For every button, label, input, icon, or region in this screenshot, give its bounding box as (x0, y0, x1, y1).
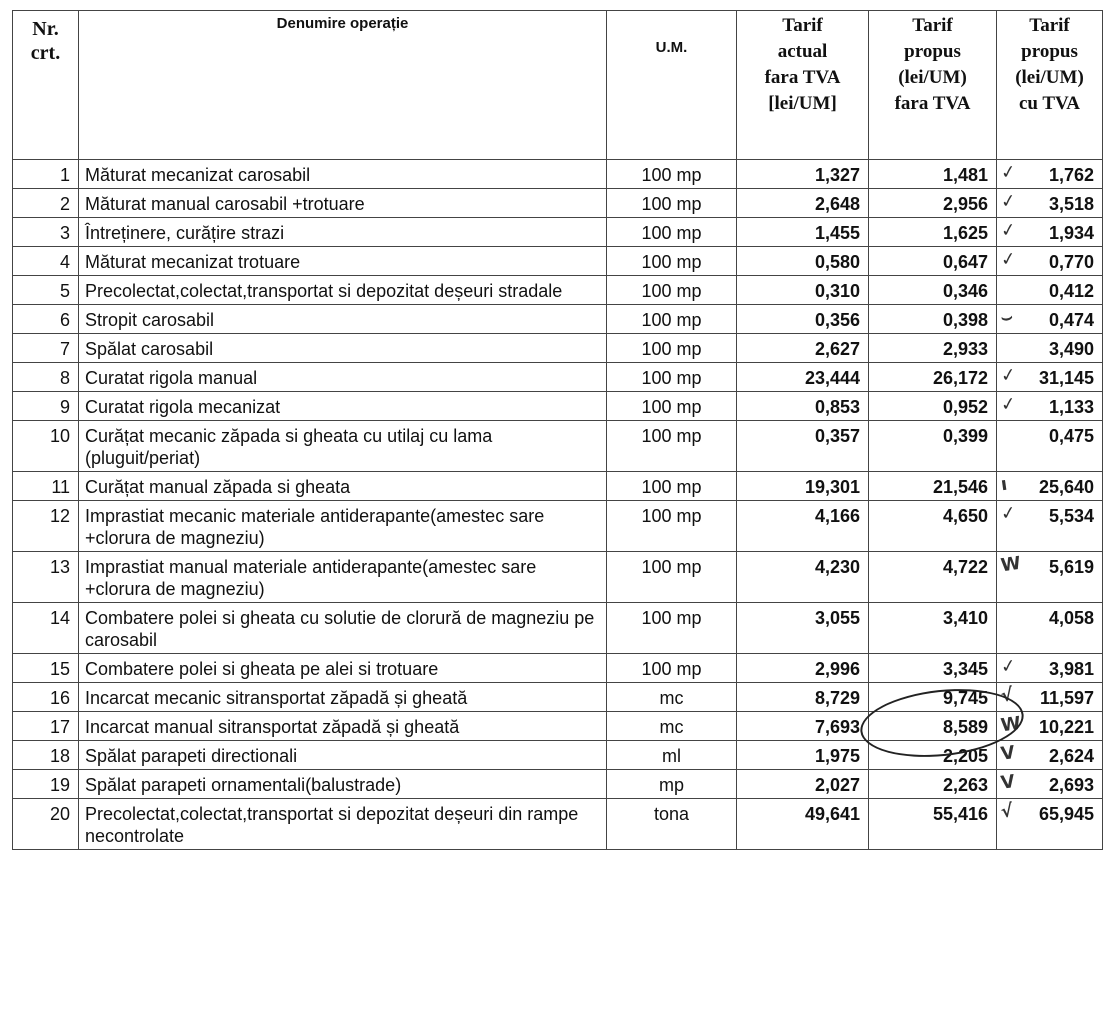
row-nr-text: 3 (59, 223, 70, 243)
row-operation-name (79, 334, 607, 363)
row-tarif-propus (869, 247, 997, 276)
row-tarif-actual-text: 0,357 (814, 426, 860, 446)
row-tarif-propus-tva (997, 247, 1103, 276)
row-tarif-propus (869, 160, 997, 189)
row-operation-name (79, 770, 607, 799)
row-operation-name (79, 683, 607, 712)
row-tarif-propus-tva (997, 552, 1103, 603)
row-unit-text: 100 mp (641, 252, 702, 272)
row-tarif-propus-tva (997, 276, 1103, 305)
row-nr (13, 421, 79, 472)
row-nr (13, 276, 79, 305)
row-tarif-actual (737, 501, 869, 552)
row-operation-name-text: Curățat manual zăpada si gheata (85, 477, 351, 497)
row-tarif-propus-tva-text: 5,534 (1048, 506, 1094, 526)
row-unit-text: 100 mp (641, 608, 702, 628)
row-unit-text: 100 mp (641, 397, 702, 417)
row-tarif-actual-text: 2,996 (814, 659, 860, 679)
row-tarif-propus (869, 603, 997, 654)
row-unit-text: 100 mp (641, 339, 702, 359)
handwritten-check-icon: √ (999, 800, 1015, 823)
row-operation-name-text: Măturat manual carosabil +trotuare (85, 194, 365, 214)
row-tarif-propus-tva (997, 160, 1103, 189)
row-tarif-propus-text: 2,263 (942, 775, 988, 795)
header-row (13, 11, 1103, 160)
row-nr-text: 11 (51, 477, 70, 497)
row-unit (607, 501, 737, 552)
row-nr-text: 19 (49, 775, 70, 795)
row-tarif-actual (737, 392, 869, 421)
row-tarif-propus (869, 654, 997, 683)
row-tarif-actual (737, 305, 869, 334)
row-nr-text: 16 (49, 688, 70, 708)
row-tarif-propus-tva (997, 392, 1103, 421)
row-unit (607, 654, 737, 683)
row-tarif-actual-text: 3,055 (814, 608, 860, 628)
row-tarif-propus-tva-text: 65,945 (1038, 804, 1094, 824)
row-unit (607, 799, 737, 850)
row-tarif-actual-text: 1,327 (814, 165, 860, 185)
row-nr-text: 7 (59, 339, 70, 359)
row-unit-text: 100 mp (641, 194, 702, 214)
row-operation-name (79, 654, 607, 683)
row-nr (13, 160, 79, 189)
row-tarif-propus-text: 2,956 (942, 194, 988, 214)
row-tarif-actual-text: 4,166 (814, 506, 860, 526)
row-nr (13, 189, 79, 218)
row-tarif-propus (869, 770, 997, 799)
header-tarif-propus-tva: Tarif propus (lei/UM) cu TVA (997, 11, 1103, 160)
table-row (13, 421, 1103, 472)
table-row (13, 218, 1103, 247)
header-tarif-propus: Tarif propus (lei/UM) fara TVA (869, 11, 997, 160)
row-operation-name (79, 247, 607, 276)
row-tarif-actual (737, 247, 869, 276)
row-tarif-actual (737, 741, 869, 770)
row-unit-text: ml (662, 746, 681, 766)
header-um: U.M. (607, 11, 737, 160)
row-tarif-propus-tva (997, 421, 1103, 472)
row-operation-name (79, 363, 607, 392)
row-tarif-actual-text: 1,455 (814, 223, 860, 243)
row-unit (607, 218, 737, 247)
table-row (13, 552, 1103, 603)
row-tarif-propus-tva (997, 501, 1103, 552)
row-tarif-propus-text: 8,589 (942, 717, 988, 737)
row-tarif-propus (869, 552, 997, 603)
row-nr-text: 13 (49, 557, 70, 577)
row-unit-text: 100 mp (641, 165, 702, 185)
row-nr-text: 17 (49, 717, 70, 737)
row-operation-name-text: Incarcat mecanic sitransportat zăpadă și gheată (85, 688, 468, 708)
row-tarif-propus-tva-text: 31,145 (1038, 368, 1094, 388)
row-operation-name-text: Curatat rigola manual (85, 368, 258, 388)
row-nr (13, 603, 79, 654)
row-tarif-actual-text: 1,975 (814, 746, 860, 766)
row-tarif-propus-tva (997, 741, 1103, 770)
row-nr-text: 10 (49, 426, 70, 446)
row-operation-name (79, 501, 607, 552)
row-nr-text: 2 (59, 194, 70, 214)
row-nr (13, 472, 79, 501)
row-operation-name (79, 552, 607, 603)
handwritten-check-icon: ı (999, 473, 1009, 496)
row-unit-text: tona (653, 804, 690, 824)
row-operation-name-text: Precolectat,colectat,transportat si depozitat deșeuri din rampe necontrolate (85, 804, 579, 846)
row-operation-name (79, 189, 607, 218)
row-tarif-propus-tva-text: 10,221 (1038, 717, 1094, 737)
table-row (13, 654, 1103, 683)
row-tarif-propus-text: 0,398 (942, 310, 988, 330)
row-tarif-propus (869, 363, 997, 392)
row-tarif-propus-text: 3,345 (942, 659, 988, 679)
row-operation-name (79, 305, 607, 334)
handwritten-check-icon: ✓ (999, 161, 1018, 184)
table-row (13, 603, 1103, 654)
row-tarif-propus-tva-text: 3,490 (1048, 339, 1094, 359)
row-tarif-actual (737, 799, 869, 850)
table-row (13, 334, 1103, 363)
row-tarif-propus-text: 3,410 (942, 608, 988, 628)
row-operation-name (79, 218, 607, 247)
row-unit (607, 741, 737, 770)
row-tarif-propus-text: 26,172 (932, 368, 988, 388)
row-tarif-propus-tva-text: 0,412 (1048, 281, 1094, 301)
row-tarif-actual (737, 160, 869, 189)
row-tarif-propus-text: 2,205 (942, 746, 988, 766)
row-nr (13, 247, 79, 276)
row-operation-name (79, 160, 607, 189)
row-tarif-propus (869, 799, 997, 850)
table-row (13, 392, 1103, 421)
row-tarif-propus-tva-text: 0,770 (1048, 252, 1094, 272)
header-name: Denumire operație (79, 11, 607, 160)
row-unit (607, 334, 737, 363)
row-tarif-propus-tva-text: 4,058 (1048, 608, 1094, 628)
handwritten-check-icon: ✓ (999, 248, 1018, 271)
header-nr: Nr. crt. (13, 11, 79, 160)
row-unit-text: 100 mp (641, 506, 702, 526)
row-operation-name (79, 741, 607, 770)
row-nr (13, 712, 79, 741)
row-operation-name-text: Combatere polei si gheata pe alei si trotuare (85, 659, 439, 679)
row-tarif-propus-text: 2,933 (942, 339, 988, 359)
row-nr (13, 654, 79, 683)
row-operation-name-text: Curatat rigola mecanizat (85, 397, 281, 417)
row-nr-text: 8 (59, 368, 70, 388)
row-unit (607, 712, 737, 741)
row-unit (607, 363, 737, 392)
row-nr-text: 9 (59, 397, 70, 417)
row-operation-name-text: Incarcat manual sitransportat zăpadă și gheată (85, 717, 460, 737)
handwritten-check-icon: ✓ (999, 190, 1018, 213)
header-tarif-actual: Tarif actual fara TVA [lei/UM] (737, 11, 869, 160)
row-tarif-actual (737, 472, 869, 501)
row-tarif-actual (737, 654, 869, 683)
handwritten-check-icon: ✓ (999, 393, 1018, 416)
row-tarif-propus-tva (997, 654, 1103, 683)
row-tarif-actual-text: 0,853 (814, 397, 860, 417)
row-nr-text: 4 (59, 252, 70, 272)
row-operation-name-text: Imprastiat mecanic materiale antiderapante(amestec sare +clorura de magneziu) (85, 506, 545, 548)
row-tarif-actual-text: 49,641 (804, 804, 860, 824)
row-nr-text: 5 (59, 281, 70, 301)
row-tarif-propus (869, 189, 997, 218)
row-operation-name (79, 712, 607, 741)
row-operation-name (79, 421, 607, 472)
row-tarif-propus-tva (997, 770, 1103, 799)
row-nr (13, 741, 79, 770)
row-tarif-actual (737, 712, 869, 741)
handwritten-check-icon: ⌣ (999, 306, 1015, 329)
row-tarif-propus-tva (997, 305, 1103, 334)
row-unit (607, 305, 737, 334)
row-unit-text: 100 mp (641, 426, 702, 446)
row-tarif-propus-text: 0,399 (942, 426, 988, 446)
row-tarif-propus-tva (997, 603, 1103, 654)
row-tarif-actual (737, 421, 869, 472)
row-unit-text: 100 mp (641, 557, 702, 577)
row-tarif-propus-text: 0,952 (942, 397, 988, 417)
row-tarif-actual (737, 276, 869, 305)
row-nr (13, 799, 79, 850)
row-tarif-actual (737, 334, 869, 363)
row-tarif-propus (869, 421, 997, 472)
row-tarif-actual-text: 2,648 (814, 194, 860, 214)
table-row (13, 363, 1103, 392)
row-tarif-actual (737, 683, 869, 712)
row-tarif-actual-text: 7,693 (814, 717, 860, 737)
row-tarif-propus-text: 0,346 (942, 281, 988, 301)
row-tarif-propus-text: 4,722 (942, 557, 988, 577)
table-row (13, 160, 1103, 189)
row-operation-name (79, 603, 607, 654)
row-nr-text: 14 (49, 608, 70, 628)
table-row (13, 305, 1103, 334)
row-unit-text: mc (659, 717, 684, 737)
row-unit-text: 100 mp (641, 368, 702, 388)
row-nr-text: 20 (49, 804, 70, 824)
row-nr (13, 501, 79, 552)
handwritten-check-icon: W (999, 552, 1023, 577)
row-operation-name-text: Spălat parapeti directionali (85, 746, 298, 766)
row-tarif-propus-tva-text: 0,475 (1048, 426, 1094, 446)
row-operation-name-text: Stropit carosabil (85, 310, 215, 330)
row-operation-name-text: Imprastiat manual materiale antiderapante(amestec sare +clorura de magneziu) (85, 557, 537, 599)
row-unit (607, 276, 737, 305)
row-unit-text: 100 mp (641, 659, 702, 679)
row-nr-text: 1 (59, 165, 70, 185)
row-tarif-propus (869, 472, 997, 501)
handwritten-check-icon: W (999, 712, 1023, 737)
row-nr (13, 552, 79, 603)
row-unit-text: mp (658, 775, 684, 795)
table-row (13, 472, 1103, 501)
row-operation-name-text: Curățat mecanic zăpada si gheata cu utilaj cu lama (pluguit/periat) (85, 426, 493, 468)
row-tarif-actual (737, 770, 869, 799)
table-row (13, 501, 1103, 552)
row-tarif-actual-text: 4,230 (814, 557, 860, 577)
row-unit-text: 100 mp (641, 310, 702, 330)
row-nr (13, 218, 79, 247)
handwritten-check-icon: ✓ (999, 364, 1018, 387)
row-tarif-propus-text: 1,625 (942, 223, 988, 243)
row-tarif-propus-tva (997, 189, 1103, 218)
row-tarif-propus-tva-text: 3,518 (1048, 194, 1094, 214)
row-nr (13, 305, 79, 334)
row-tarif-propus-text: 0,647 (942, 252, 988, 272)
row-tarif-propus-tva-text: 2,624 (1048, 746, 1094, 766)
row-tarif-actual (737, 552, 869, 603)
row-operation-name (79, 392, 607, 421)
row-tarif-actual (737, 189, 869, 218)
row-tarif-propus-tva (997, 218, 1103, 247)
handwritten-check-icon: ✓ (999, 655, 1018, 678)
row-tarif-propus-tva-text: 11,597 (1039, 688, 1094, 708)
row-tarif-propus (869, 276, 997, 305)
handwritten-check-icon: √ (999, 684, 1015, 707)
row-unit-text: 100 mp (641, 477, 702, 497)
row-tarif-actual-text: 0,356 (814, 310, 860, 330)
row-tarif-propus-tva (997, 799, 1103, 850)
row-unit (607, 603, 737, 654)
row-tarif-propus-tva (997, 334, 1103, 363)
handwritten-check-icon: ᐯ (999, 771, 1017, 794)
row-tarif-propus-tva-text: 2,693 (1048, 775, 1094, 795)
row-tarif-propus-text: 1,481 (942, 165, 988, 185)
row-unit (607, 552, 737, 603)
row-tarif-propus-tva (997, 363, 1103, 392)
row-operation-name-text: Întreținere, curățire strazi (85, 223, 285, 243)
row-tarif-propus-tva-text: 1,934 (1048, 223, 1094, 243)
row-unit (607, 421, 737, 472)
row-tarif-propus-tva-text: 25,640 (1038, 477, 1094, 497)
handwritten-check-icon: ᐯ (999, 742, 1017, 765)
row-tarif-actual-text: 0,310 (814, 281, 860, 301)
row-operation-name-text: Măturat mecanizat carosabil (85, 165, 311, 185)
row-unit (607, 160, 737, 189)
row-operation-name (79, 472, 607, 501)
row-tarif-propus-text: 55,416 (932, 804, 988, 824)
row-nr-text: 12 (49, 506, 70, 526)
row-tarif-actual-text: 0,580 (814, 252, 860, 272)
row-unit (607, 472, 737, 501)
row-tarif-actual-text: 19,301 (804, 477, 860, 497)
row-tarif-propus-tva-text: 1,133 (1048, 397, 1094, 417)
row-unit (607, 189, 737, 218)
row-operation-name (79, 276, 607, 305)
row-nr (13, 334, 79, 363)
row-tarif-actual (737, 603, 869, 654)
row-unit-text: mc (659, 688, 684, 708)
row-operation-name-text: Măturat mecanizat trotuare (85, 252, 301, 272)
row-tarif-actual-text: 23,444 (804, 368, 860, 388)
table-row (13, 276, 1103, 305)
row-tarif-propus (869, 501, 997, 552)
row-tarif-propus-text: 4,650 (942, 506, 988, 526)
row-tarif-actual-text: 2,027 (814, 775, 860, 795)
handwritten-check-icon: ✓ (999, 502, 1018, 525)
row-tarif-propus-tva-text: 5,619 (1048, 557, 1094, 577)
row-tarif-actual-text: 8,729 (814, 688, 860, 708)
row-tarif-propus (869, 334, 997, 363)
row-tarif-propus-tva-text: 1,762 (1048, 165, 1094, 185)
row-operation-name-text: Spălat parapeti ornamentali(balustrade) (85, 775, 402, 795)
row-tarif-actual (737, 218, 869, 247)
row-tarif-propus-text: 21,546 (932, 477, 988, 497)
row-tarif-propus-tva-text: 0,474 (1048, 310, 1094, 330)
row-nr (13, 770, 79, 799)
row-tarif-propus (869, 218, 997, 247)
row-unit-text: 100 mp (641, 223, 702, 243)
row-unit-text: 100 mp (641, 281, 702, 301)
handwritten-check-icon: ✓ (999, 219, 1018, 242)
row-nr (13, 363, 79, 392)
row-tarif-propus (869, 392, 997, 421)
row-tarif-actual (737, 363, 869, 392)
row-unit (607, 770, 737, 799)
row-operation-name (79, 799, 607, 850)
row-nr-text: 15 (49, 659, 70, 679)
table-row (13, 189, 1103, 218)
row-operation-name-text: Precolectat,colectat,transportat si depozitat deșeuri stradale (85, 281, 563, 301)
row-nr (13, 683, 79, 712)
row-operation-name-text: Spălat carosabil (85, 339, 214, 359)
row-nr (13, 392, 79, 421)
row-tarif-actual-text: 2,627 (814, 339, 860, 359)
row-nr-text: 18 (49, 746, 70, 766)
table-row (13, 770, 1103, 799)
row-unit (607, 683, 737, 712)
row-tarif-propus-tva (997, 472, 1103, 501)
row-tarif-propus-text: 9,745 (942, 688, 988, 708)
row-tarif-propus (869, 305, 997, 334)
row-unit (607, 392, 737, 421)
row-operation-name-text: Combatere polei si gheata cu solutie de clorură de magneziu pe carosabil (85, 608, 595, 650)
row-unit (607, 247, 737, 276)
table-row (13, 247, 1103, 276)
table-row (13, 799, 1103, 850)
row-nr-text: 6 (59, 310, 70, 330)
row-tarif-propus-tva-text: 3,981 (1048, 659, 1094, 679)
